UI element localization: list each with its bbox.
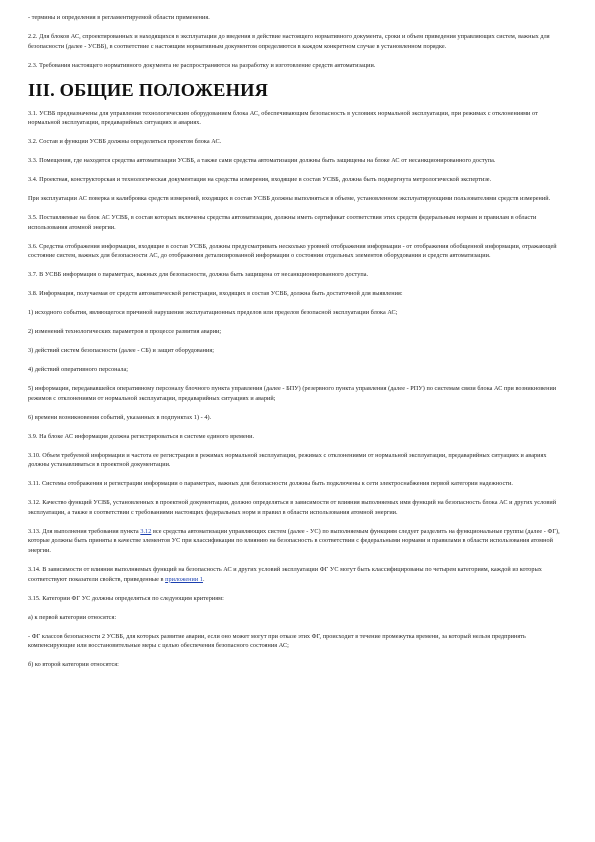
list-item-5: 5) информации, передававшейся оперативному персоналу блочного пункта управления (далее - БПУ) (резервного пункта управления (далее - РПУ) по системам связи блока АС при возникновении режимов с отклонениями от нормальной эксплуатации, предаварийных ситуациях и аварий; [28, 385, 557, 402]
category-second-heading: б) ко второй категории относятся: [28, 661, 119, 669]
category-first-heading: а) к первой категории относятся: [28, 613, 117, 621]
paragraph-terms: - термины и определения в регламентируемой области применения. [28, 14, 210, 21]
paragraph-3-14-end: . [202, 575, 205, 583]
paragraph-2-3: 2.3. Требования настоящего нормативного документа не распространяются на разработку и изготовление средств автоматизации. [28, 61, 376, 69]
paragraph-3-4: 3.4. Проектная, конструкторская и технологическая документация на средства измерения, входящие в состав УСВБ, должна быть подвергнута метрологической экспертизе. [28, 176, 492, 184]
link-point-3-12[interactable]: 3.12 [140, 527, 152, 535]
list-item-3: 3) действий систем безопасности (далее - СБ) и защит оборудования; [28, 347, 214, 355]
paragraph-3-13 [28, 527, 567, 556]
list-item-2: 2) изменений технологических параметров в процессе развития аварии; [28, 328, 222, 336]
list-item-1: 1) исходного события, являющегося причиной нарушения эксплуатационных пределов или пределов безопасной эксплуатации блока АС; [28, 309, 398, 317]
paragraph-2-2: 2.2. Для блоков АС, спроектированных и находящихся в эксплуатации до введения в действие настоящего нормативного документа, сроки и объем приведения управляющих систем, важных для безопасности (далее - УСВБ), в соответствие с настоящим нормативным документом определяются в каждом конкретном случае в установленном порядке. [28, 32, 550, 50]
paragraph-3-5: 3.5. Поставляемые на блок АС УСВБ, в состав которых включены средства автоматизации, должны иметь сертификат соответствия этих средств федеральным нормам и правилам в области использования атомной энергии. [28, 214, 537, 231]
paragraph-3-13-end: все средства автоматизации управляющих систем (далее - УС) по выполняемым функциям следует разделить на функциональные группы (далее - ФГ), которые должны быть приняты в качестве элементов УС при классификации по влиянию на безопасность в соответствии с федеральными нормами и правилами в области использования атомной энергии. [28, 527, 560, 554]
paragraph-3-12: 3.12. Качество функций УСВБ, установленных в проектной документации, должно определяться в зависимости от влияния выполняемых ими функций на безопасность блока АС и других условий эксплуатации, а также в соответствии с требованиями настоящих федеральных норм и правил в области использования атомной энергии. [28, 499, 557, 516]
paragraph-3-13-start: 3.13. Для выполнения требования пункта [28, 527, 141, 535]
paragraph-3-2: 3.2. Состав и функции УСВБ должны определяться проектом блока АС. [28, 138, 222, 146]
paragraph-3-4-verification: При эксплуатации АС поверка и калибровка средств измерений, входящих в состав УСВБ должны выполняться в объеме, установленном эксплуатирующими пользователями средств измерений. [28, 195, 551, 203]
paragraph-3-7: 3.7. В УСВБ информация о параметрах, важных для безопасности, должна быть защищена от несанкционированного доступа. [28, 271, 369, 279]
paragraph-3-10: 3.10. Объем требуемой информации и частота ее регистрации в режимах нормальной эксплуатации, режимах с отклонениями от нормальной эксплуатации, предаварийных ситуациях и авариях должны устанавливаться в проектной документации. [28, 451, 547, 469]
paragraph-3-1: 3.1. УСВБ предназначены для управления технологическим оборудованием блока АС, обеспечивающим безопасность в условиях нормальной эксплуатации, при режимах с отклонениями от нормальной эксплуатации, предаварийных ситуациях и авариях. [28, 109, 538, 127]
list-item-6: 6) времени возникновения событий, указанных в подпунктах 1) - 4). [28, 413, 212, 421]
paragraph-3-8: 3.8. Информация, получаемая от средств автоматической регистрации, входящих в состав УСВБ, должна быть достаточной для выявления: [28, 290, 403, 298]
paragraph-3-9: 3.9. На блоке АС информация должна регистрироваться в системе единого времени. [28, 432, 255, 440]
paragraph-3-11: 3.11. Системы отображения и регистрации информации о параметрах, важных для безопасности должны быть подключены к сети электроснабжения первой категории надежности. [28, 480, 513, 488]
paragraph-3-14-start: 3.14. В зависимости от влияния выполняемых функций на безопасность АС и других условий эксплуатации ФГ УС могут быть классифицированы по четырем категориям, каждой из которых соответствуют показатели свойств, приведенные в [28, 565, 542, 583]
link-appendix-1[interactable]: приложении 1 [165, 575, 203, 583]
section-heading: III. ОБЩИЕ ПОЛОЖЕНИЯ [28, 79, 269, 100]
paragraph-3-14 [28, 565, 567, 584]
paragraph-3-3: 3.3. Помещения, где находятся средства автоматизации УСВБ, а также сами средства автоматизации должны быть защищены на блоке АС от несанкционированного доступа. [28, 157, 496, 165]
paragraph-3-15: 3.15. Категории ФГ УС должны определяться по следующим критериям: [28, 594, 224, 602]
paragraph-3-6: 3.6. Средства отображения информации, входящие в состав УСВБ, должны предусматривать несколько уровней отображения информации - от отображения обобщенной информации, отражающей состояние систем, важных для безопасности АС, до отображения детализированной информации о состоянии отдельных элементов оборудования и средств автоматизации. [28, 242, 557, 260]
list-item-4: 4) действий оперативного персонала; [28, 366, 129, 374]
category-first-item: - ФГ классов безопасности 2 УСВБ, для которых развитие аварии, если оно может могут при отказе этих ФГ, происходит в течение промежутка времени, за который нельзя предпринять компенсирующие или восстановительные меры с целью обеспечения безопасного состояния АС; [28, 632, 526, 650]
